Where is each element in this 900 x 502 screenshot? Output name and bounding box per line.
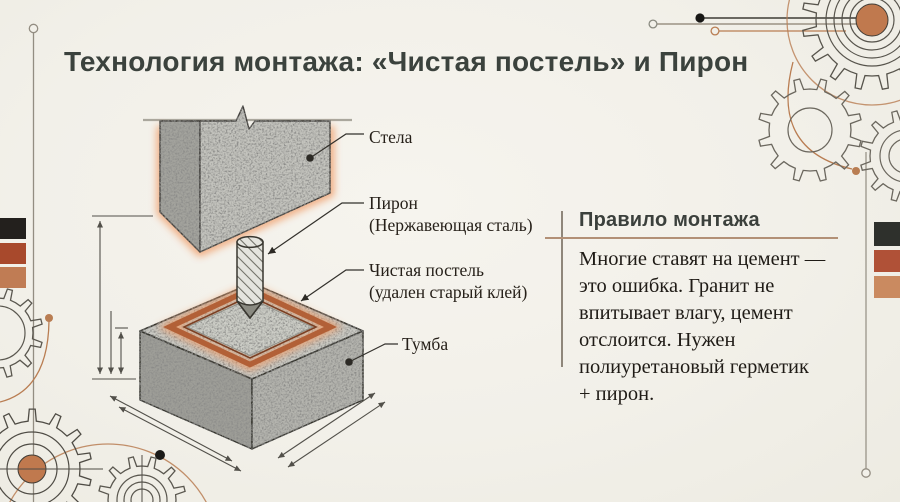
label-stela [369,126,412,148]
leader-dot-icon [306,154,314,162]
circle-node-icon [711,27,719,35]
right-rail [862,152,870,477]
black-node-icon [695,13,704,22]
circle-node-icon [649,20,657,28]
right-color-swatches [874,222,900,298]
gear-icon [759,79,861,181]
leader-dot-icon [345,358,353,366]
circle-node-icon [29,24,37,32]
panel-body-line: впитывает влагу, цемент [579,302,793,325]
copper-dot-icon [852,167,860,175]
stela-shape [160,106,330,252]
color-swatch [874,276,900,298]
color-swatch [0,218,26,239]
label-clean-bed-line1: Чистая постель [369,260,485,280]
color-swatch [874,250,900,272]
label-clean-bed-line2: (удален старый клей) [369,282,528,303]
label-stela-text: Стела [369,127,413,147]
gear-icon [0,409,91,502]
gear-icon [0,289,42,377]
label-piron [369,192,533,237]
copper-dot-icon [45,314,53,322]
label-piron-line1: Пирон [369,193,418,213]
panel-body-line: это ошибка. Гранит не [579,275,775,298]
label-piron-line2: (Нержавеющая сталь) [369,215,533,236]
color-swatch [0,267,26,288]
label-tumba [402,333,448,355]
left-rail [29,24,37,502]
page-title: Технология монтажа: «Чистая постель» и Пирон [64,46,749,77]
panel-heading: Правило монтажа [579,209,760,231]
panel-body-line: полиуретановый герметик [579,356,809,379]
panel-body-line: + пирон. [579,383,655,406]
label-clean-bed [369,259,527,304]
leader-line [301,270,364,301]
panel-body-line: Многие ставят на цемент — [579,248,826,270]
monument-diagram [92,106,398,471]
gear-icon [861,111,900,201]
circle-node-icon [862,469,870,477]
color-swatch [874,222,900,246]
color-swatch [0,243,26,264]
left-color-swatches [0,218,26,288]
panel-body-line: отслоится. Нужен [579,329,736,352]
top-connector-lines [649,13,872,35]
piron-pin [237,237,263,318]
label-tumba-text: Тумба [402,334,449,354]
